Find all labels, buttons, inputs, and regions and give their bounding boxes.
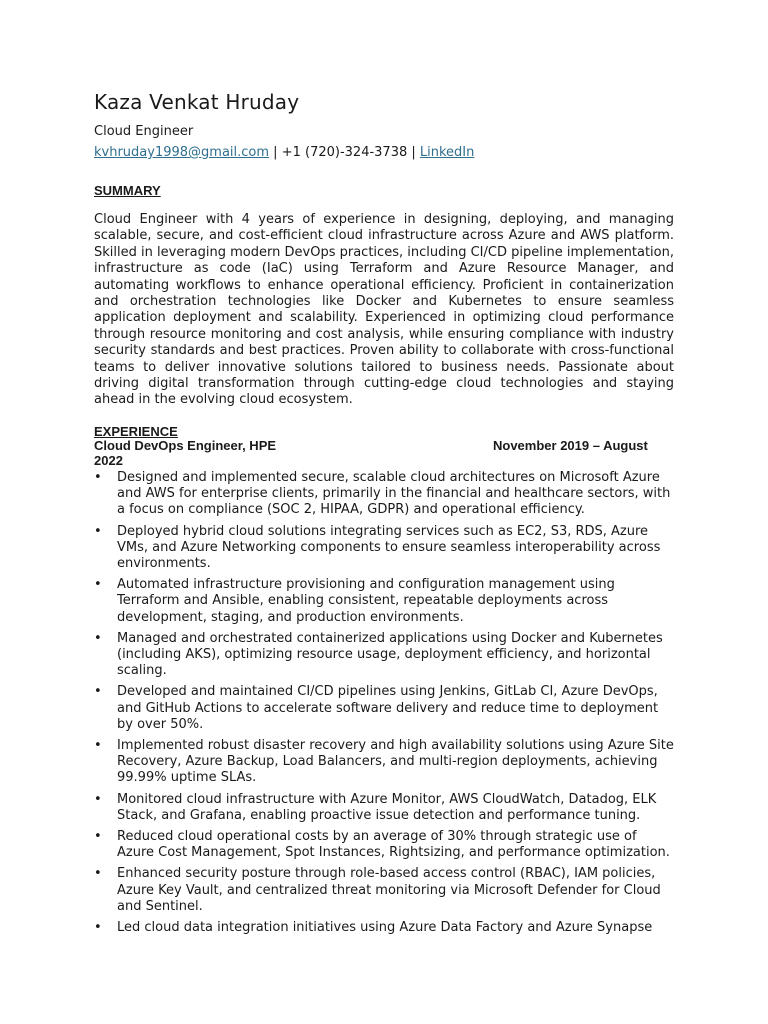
email-link[interactable]: kvhruday1998@gmail.com	[94, 145, 270, 160]
list-item	[94, 920, 674, 936]
phone-number: +1 (720)-324-3738	[281, 145, 408, 160]
contact-separator: |	[269, 145, 282, 160]
bullet-text: Reduced cloud operational costs by an average of 30% through strategic use of Azure Cost Management, Spot Instances, Rightsizing, and performance optimization.	[117, 829, 670, 861]
bullet-icon: •	[94, 866, 102, 882]
contact-separator: |	[407, 145, 420, 160]
bullet-icon: •	[94, 791, 102, 807]
experience-heading: EXPERIENCE	[94, 424, 178, 439]
experience-bullet-list	[94, 470, 674, 941]
list-item	[94, 577, 674, 626]
bullet-text: Automated infrastructure provisioning and configuration management using Terraform and Ansible, enabling consistent, repeatable deployments across development, staging, and production environments.	[117, 577, 615, 625]
bullet-icon: •	[94, 470, 102, 485]
bullet-icon: •	[94, 738, 102, 754]
list-item	[94, 866, 674, 915]
job-dates: November 2019 – August	[493, 438, 648, 453]
job-title: Cloud DevOps Engineer, HPE	[94, 438, 277, 453]
list-item	[94, 829, 674, 861]
candidate-name: Kaza Venkat Hruday	[94, 90, 300, 114]
bullet-icon: •	[94, 523, 102, 539]
contact-line	[94, 145, 474, 160]
linkedin-link[interactable]: LinkedIn	[419, 145, 475, 160]
bullet-text: Monitored cloud infrastructure with Azure Monitor, AWS CloudWatch, Datadog, ELK Stack, and Grafana, enabling proactive issue detection and performance tuning.	[117, 791, 657, 823]
bullet-icon: •	[94, 577, 102, 593]
bullet-text: Led cloud data integration initiatives using Azure Data Factory and Azure Synapse	[117, 920, 653, 936]
bullet-text: Developed and maintained CI/CD pipelines using Jenkins, GitLab CI, Azure DevOps, and GitHub Actions to accelerate software delivery and reduce time to deployment by over 50%.	[117, 684, 659, 732]
list-item	[94, 738, 674, 787]
list-item	[94, 631, 674, 680]
bullet-icon: •	[94, 684, 102, 700]
bullet-icon: •	[94, 829, 102, 845]
job-dates-continued: 2022	[94, 453, 123, 468]
list-item	[94, 470, 674, 519]
list-item	[94, 684, 674, 733]
list-item	[94, 524, 674, 573]
bullet-text: Implemented robust disaster recovery and high availability solutions using Azure Site Recovery, Azure Backup, Load Balancers, and multi-region deployments, achieving 99.99% uptime SLAs.	[117, 738, 674, 786]
bullet-text: Managed and orchestrated containerized applications using Docker and Kubernetes (including AKS), optimizing resource usage, deployment efficiency, and horizontal scaling.	[117, 630, 663, 679]
bullet-text: Designed and implemented secure, scalable cloud architectures on Microsoft Azure and AWS for enterprise clients, primarily in the financial and healthcare sectors, with a focus on compliance (SOC 2, HIPAA, GDPR) and operational efficiency.	[117, 470, 671, 518]
candidate-role: Cloud Engineer	[94, 124, 194, 139]
bullet-text: Enhanced security posture through role-based access control (RBAC), IAM policies, Azure Key Vault, and centralized threat monitoring via Microsoft Defender for Cloud and Sentinel.	[117, 866, 661, 914]
summary-paragraph: Cloud Engineer with 4 years of experience in designing, deploying, and managing scalable, secure, and cost-efficient cloud infrastructure across Azure and AWS platform. Skilled in leveraging modern DevOps practices, including CI/CD pipeline implementation, infrastructure as code (IaC) using Terraform and Azure Resource Manager, and automating workflows to enhance operational efficiency. Proficient in containerization and orchestration technologies like Docker and Kubernetes to ensure seamless application deployment and scalability. Experienced in optimizing cloud performance through resource monitoring and cost analysis, while ensuring compliance with industry security standards and best practices. Proven ability to collaborate with cross-functional teams to deliver innovative solutions tailored to business needs. Passionate about driving digital transformation through cutting-edge cloud technologies and staying ahead in the evolving cloud ecosystem.	[94, 212, 674, 408]
summary-heading: SUMMARY	[94, 183, 161, 198]
list-item	[94, 792, 674, 824]
bullet-text: Deployed hybrid cloud solutions integrating services such as EC2, S3, RDS, Azure VMs, and Azure Networking components to ensure seamless interoperability across environments.	[117, 523, 661, 572]
bullet-icon: •	[94, 920, 102, 936]
bullet-icon: •	[94, 630, 102, 646]
